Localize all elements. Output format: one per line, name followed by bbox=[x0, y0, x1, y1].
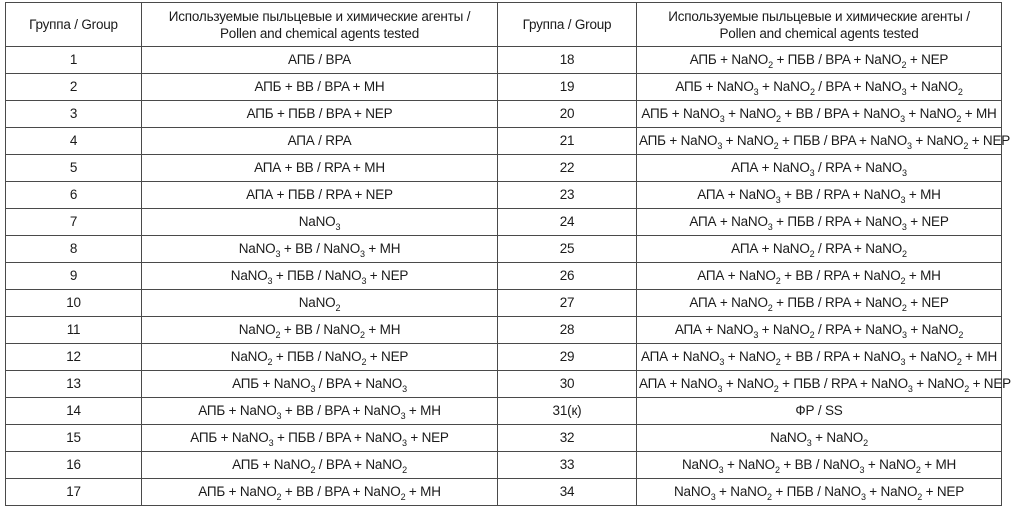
agents-cell: АПА + NaNO$_3$ + NaNO$_2$ + ПБВ / RPA + NaNO$_3$ + NaNO$_2$ + NEP bbox=[637, 371, 1002, 398]
header-line: Pollen and chemical agents tested bbox=[219, 25, 420, 41]
group-cell: 12 bbox=[6, 344, 142, 371]
agents-cell: NaNO$_2$ + BB / NaNO$_2$ + MH bbox=[142, 317, 498, 344]
agents-cell: NaNO$_3$ + NaNO$_2$ + BB / NaNO$_3$ + NaNO$_2$ + MH bbox=[637, 452, 1002, 479]
group-cell: 3 bbox=[6, 101, 142, 128]
agents-cell: ФР / SS bbox=[637, 398, 1002, 425]
header-agents-left bbox=[142, 3, 498, 47]
agents-cell: АПА + NaNO$_2$ / RPA + NaNO$_2$ bbox=[637, 236, 1002, 263]
agents-cell: АПБ + NaNO$_3$ + NaNO$_2$ + ПБВ / BPA + NaNO$_3$ + NaNO$_2$ + NEP bbox=[637, 128, 1002, 155]
group-cell: 5 bbox=[6, 155, 142, 182]
group-cell: 4 bbox=[6, 128, 142, 155]
table-row bbox=[6, 236, 1002, 263]
table-row bbox=[6, 209, 1002, 236]
agents-cell: АПА + BB / RPA + MH bbox=[142, 155, 498, 182]
group-cell: 20 bbox=[498, 101, 637, 128]
table-row bbox=[6, 101, 1002, 128]
table-row bbox=[6, 317, 1002, 344]
agents-cell: NaNO$_2$ + ПБВ / NaNO$_2$ + NEP bbox=[142, 344, 498, 371]
header-line: Используемые пыльцевые и химические агенты / bbox=[668, 8, 970, 24]
table-row bbox=[6, 398, 1002, 425]
table-body bbox=[6, 47, 1011, 506]
group-cell: 25 bbox=[498, 236, 637, 263]
agents-cell: NaNO$_3$ + BB / NaNO$_3$ + MH bbox=[142, 236, 498, 263]
agents-cell: АПБ + NaNO$_2$ + ПБВ / BPA + NaNO$_2$ + NEP bbox=[637, 47, 1002, 74]
header-line: Группа / Group bbox=[29, 17, 118, 32]
group-cell: 34 bbox=[498, 479, 637, 506]
agents-cell: АПБ + ПБВ / BPA + NEP bbox=[142, 101, 498, 128]
group-cell: 17 bbox=[6, 479, 142, 506]
agents-cell: АПА + ПБВ / RPA + NEP bbox=[142, 182, 498, 209]
group-cell: 21 bbox=[498, 128, 637, 155]
agents-cell: АПА / RPA bbox=[142, 128, 498, 155]
header-agents-right bbox=[637, 3, 1002, 47]
group-cell: 24 bbox=[498, 209, 637, 236]
group-cell: 15 bbox=[6, 425, 142, 452]
group-cell: 6 bbox=[6, 182, 142, 209]
agents-cell: NaNO$_3$ bbox=[142, 209, 498, 236]
table-row bbox=[6, 290, 1002, 317]
header-line: Pollen and chemical agents tested bbox=[719, 25, 919, 41]
agents-cell: АПА + NaNO$_3$ + ПБВ / RPA + NaNO$_3$ + NEP bbox=[637, 209, 1002, 236]
agents-cell: АПБ + NaNO$_3$ + BB / BPA + NaNO$_3$ + MH bbox=[142, 398, 498, 425]
group-cell: 16 bbox=[6, 452, 142, 479]
table-row bbox=[6, 47, 1002, 74]
table-row bbox=[6, 128, 1002, 155]
agents-cell: АПБ + NaNO$_2$ / BPA + NaNO$_2$ bbox=[142, 452, 498, 479]
group-cell: 22 bbox=[498, 155, 637, 182]
group-cell: 2 bbox=[6, 74, 142, 101]
header-group-left bbox=[6, 3, 142, 47]
table-row bbox=[6, 371, 1002, 398]
table-row bbox=[6, 182, 1002, 209]
group-cell: 27 bbox=[498, 290, 637, 317]
agents-cell: АПБ + NaNO$_3$ + NaNO$_2$ + BB / BPA + NaNO$_3$ + NaNO$_2$ + MH bbox=[637, 101, 1002, 128]
group-cell: 11 bbox=[6, 317, 142, 344]
table-row bbox=[6, 479, 1002, 506]
group-cell: 14 bbox=[6, 398, 142, 425]
group-cell: 32 bbox=[498, 425, 637, 452]
header-line: Используемые пыльцевые и химические агенты / bbox=[168, 8, 471, 24]
group-cell: 13 bbox=[6, 371, 142, 398]
agents-cell: АПА + NaNO$_3$ + NaNO$_2$ + BB / RPA + NaNO$_3$ + NaNO$_2$ + MH bbox=[637, 344, 1002, 371]
agents-cell: АПБ + BB / BPA + MH bbox=[142, 74, 498, 101]
agents-cell: АПА + NaNO$_2$ + ПБВ / RPA + NaNO$_2$ + NEP bbox=[637, 290, 1002, 317]
agents-cell: АПА + NaNO$_3$ + BB / RPA + NaNO$_3$ + MH bbox=[637, 182, 1002, 209]
agents-cell: NaNO$_2$ bbox=[142, 290, 498, 317]
header-line: Группа / Group bbox=[522, 17, 612, 32]
agents-cell: АПБ / BPA bbox=[142, 47, 498, 74]
agents-table bbox=[5, 2, 1011, 506]
table-row bbox=[6, 452, 1002, 479]
group-cell: 9 bbox=[6, 263, 142, 290]
table-row bbox=[6, 425, 1002, 452]
group-cell: 19 bbox=[498, 74, 637, 101]
group-cell: 1 bbox=[6, 47, 142, 74]
agents-cell: NaNO$_3$ + ПБВ / NaNO$_3$ + NEP bbox=[142, 263, 498, 290]
table-row bbox=[6, 344, 1002, 371]
group-cell: 29 bbox=[498, 344, 637, 371]
agents-cell: АПБ + NaNO$_3$ + NaNO$_2$ / BPA + NaNO$_3$ + NaNO$_2$ bbox=[637, 74, 1002, 101]
group-cell: 26 bbox=[498, 263, 637, 290]
header-group-right bbox=[498, 3, 637, 47]
agents-cell: АПБ + NaNO$_3$ + ПБВ / BPA + NaNO$_3$ + NEP bbox=[142, 425, 498, 452]
agents-cell: АПБ + NaNO$_3$ / BPA + NaNO$_3$ bbox=[142, 371, 498, 398]
table-row bbox=[6, 74, 1002, 101]
agents-cell: NaNO$_3$ + NaNO$_2$ bbox=[637, 425, 1002, 452]
group-cell: 7 bbox=[6, 209, 142, 236]
header-row bbox=[6, 3, 1002, 47]
group-cell: 28 bbox=[498, 317, 637, 344]
group-cell: 23 bbox=[498, 182, 637, 209]
agents-cell: NaNO$_3$ + NaNO$_2$ + ПБВ / NaNO$_3$ + NaNO$_2$ + NEP bbox=[637, 479, 1002, 506]
table-row bbox=[6, 263, 1002, 290]
table-row bbox=[6, 155, 1002, 182]
agents-cell: АПА + NaNO$_3$ + NaNO$_2$ / RPA + NaNO$_3$ + NaNO$_2$ bbox=[637, 317, 1002, 344]
group-cell: 8 bbox=[6, 236, 142, 263]
group-cell: 33 bbox=[498, 452, 637, 479]
agents-cell: АПБ + NaNO$_2$ + BB / BPA + NaNO$_2$ + MH bbox=[142, 479, 498, 506]
agents-cell: АПА + NaNO$_3$ / RPA + NaNO$_3$ bbox=[637, 155, 1002, 182]
group-cell: 10 bbox=[6, 290, 142, 317]
agents-cell: АПА + NaNO$_2$ + BB / RPA + NaNO$_2$ + MH bbox=[637, 263, 1002, 290]
group-cell: 31(к) bbox=[498, 398, 637, 425]
group-cell: 30 bbox=[498, 371, 637, 398]
group-cell: 18 bbox=[498, 47, 637, 74]
